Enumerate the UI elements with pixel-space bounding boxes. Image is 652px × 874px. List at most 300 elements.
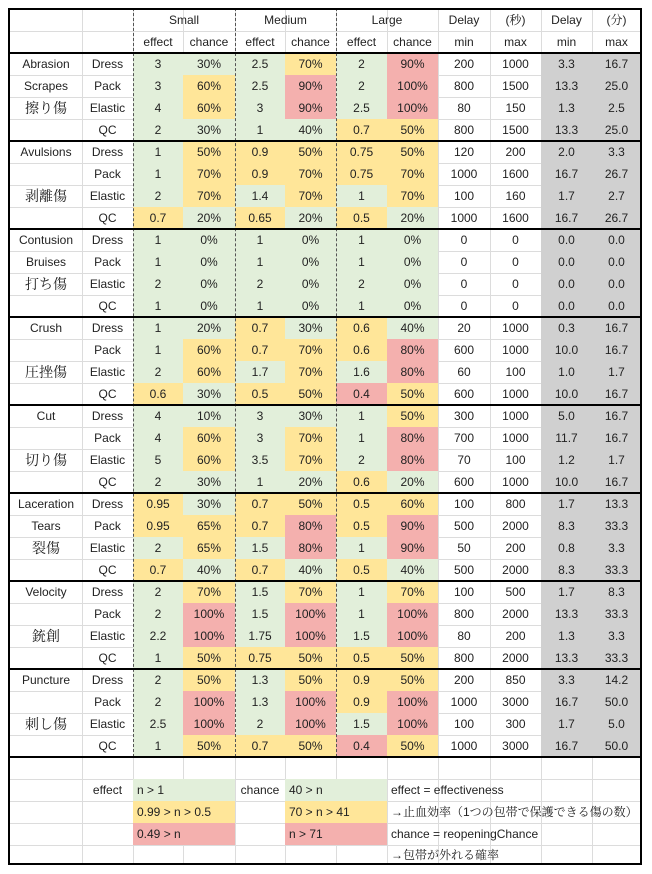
wound-label[interactable]: Crush [29,321,62,335]
data-cell[interactable]: 1000 [450,739,478,753]
bandage-type[interactable]: QC [98,739,117,753]
data-cell[interactable]: 2.5 [336,97,387,119]
data-cell[interactable]: 2.5 [592,97,641,119]
wound-label[interactable] [10,119,82,141]
data-cell[interactable]: 16.7 [541,207,592,229]
data-cell[interactable]: 0% [285,251,336,273]
bandage-type[interactable]: Pack [94,431,121,445]
data-cell[interactable]: 8.3 [541,559,592,581]
data-cell[interactable]: 2 [133,185,183,207]
data-cell[interactable]: 1.7 [541,185,592,207]
data-cell[interactable]: 50.0 [592,735,641,757]
data-cell[interactable]: 13.3 [541,75,592,97]
data-cell[interactable]: 700 [453,431,475,445]
data-cell[interactable]: 2 [133,119,183,141]
bandage-type[interactable]: QC [98,387,117,401]
data-cell[interactable]: 26.7 [592,207,641,229]
data-cell[interactable]: 3.5 [235,449,285,471]
data-cell[interactable]: 70% [285,163,336,185]
header-group[interactable]: Large [371,12,403,27]
data-cell[interactable]: 1 [336,251,387,273]
data-cell[interactable]: 20% [285,471,336,493]
bandage-type[interactable]: Elastic [89,629,126,643]
bandage-type[interactable]: Pack [94,607,121,621]
data-cell[interactable]: 0 [512,299,519,313]
bandage-type[interactable]: Pack [94,255,121,269]
data-cell[interactable]: 1.2 [541,449,592,471]
data-cell[interactable]: 70% [285,185,336,207]
data-cell[interactable]: 50% [285,141,336,163]
wound-label[interactable] [10,603,82,625]
data-cell[interactable]: 4 [133,427,183,449]
data-cell[interactable]: 2000 [502,519,529,533]
data-cell[interactable]: 16.7 [541,735,592,757]
data-cell[interactable]: 70% [183,163,235,185]
data-cell[interactable]: 13.3 [592,493,641,515]
data-cell[interactable]: 5.0 [541,405,592,427]
data-cell[interactable]: 1 [336,295,387,317]
data-cell[interactable]: 0.6 [336,317,387,339]
bandage-type[interactable]: Dress [91,673,124,687]
data-cell[interactable]: 0.5 [336,647,387,669]
data-cell[interactable]: 60% [183,339,235,361]
data-cell[interactable]: 300 [505,717,526,731]
data-cell[interactable]: 50% [387,141,438,163]
bandage-type[interactable]: Elastic [89,717,126,731]
data-cell[interactable]: 0% [387,229,438,251]
data-cell[interactable]: 500 [505,585,526,599]
data-cell[interactable]: 1600 [502,167,529,181]
bandage-type[interactable]: Elastic [89,541,126,555]
data-cell[interactable]: 1.5 [336,625,387,647]
data-cell[interactable]: 8.3 [541,515,592,537]
data-cell[interactable]: 3 [133,75,183,97]
wound-label[interactable] [10,339,82,361]
data-cell[interactable]: 100 [453,717,475,731]
data-cell[interactable]: 3.3 [592,537,641,559]
data-cell[interactable]: 60% [183,361,235,383]
bandage-type[interactable]: QC [98,651,117,665]
data-cell[interactable]: 1.5 [235,603,285,625]
data-cell[interactable]: 2 [133,537,183,559]
data-cell[interactable]: 2.0 [541,141,592,163]
data-cell[interactable]: 1 [133,317,183,339]
data-cell[interactable]: 50.0 [592,691,641,713]
header-group[interactable]: Delay [551,12,582,27]
data-cell[interactable]: 0.75 [336,141,387,163]
data-cell[interactable]: 16.7 [592,471,641,493]
bandage-type[interactable]: Elastic [89,189,126,203]
data-cell[interactable]: 3 [235,97,285,119]
bandage-type[interactable]: QC [98,211,117,225]
data-cell[interactable]: 0.6 [133,383,183,405]
data-cell[interactable]: 50% [285,669,336,691]
bandage-type[interactable]: Dress [91,57,124,71]
wound-label[interactable]: Laceration [17,497,75,511]
wound-label[interactable] [10,559,82,581]
data-cell[interactable]: 0.5 [235,383,285,405]
data-cell[interactable]: 30% [285,317,336,339]
data-cell[interactable]: 8.3 [592,581,641,603]
data-cell[interactable]: 90% [285,97,336,119]
wound-label[interactable] [10,383,82,405]
column-header[interactable]: min [556,35,577,49]
data-cell[interactable]: 120 [453,145,475,159]
data-cell[interactable]: 50% [387,383,438,405]
bandage-type[interactable]: Dress [91,497,124,511]
data-cell[interactable]: 0.7 [235,493,285,515]
data-cell[interactable]: 2.7 [592,185,641,207]
bandage-type[interactable]: Pack [94,167,121,181]
data-cell[interactable]: 2 [235,713,285,735]
data-cell[interactable]: 1 [235,471,285,493]
data-cell[interactable]: 16.7 [592,317,641,339]
wound-label[interactable]: 刺し傷 [25,716,67,732]
data-cell[interactable]: 70% [285,427,336,449]
data-cell[interactable]: 1000 [450,167,478,181]
data-cell[interactable]: 80 [457,629,471,643]
column-header[interactable]: max [504,35,527,49]
data-cell[interactable]: 200 [505,541,526,555]
wound-label[interactable]: 剥離傷 [25,188,67,204]
column-header[interactable]: chance [393,35,432,49]
data-cell[interactable]: 1000 [502,321,529,335]
data-cell[interactable]: 0.0 [541,251,592,273]
data-cell[interactable]: 0% [183,251,235,273]
data-cell[interactable]: 80% [387,339,438,361]
data-cell[interactable]: 5 [133,449,183,471]
data-cell[interactable]: 100 [505,453,526,467]
wound-label[interactable]: Puncture [21,673,71,687]
data-cell[interactable]: 50% [285,735,336,757]
column-header[interactable]: effect [346,35,377,49]
data-cell[interactable]: 100% [285,691,336,713]
data-cell[interactable]: 1600 [502,211,529,225]
data-cell[interactable]: 100% [183,691,235,713]
data-cell[interactable]: 80% [387,427,438,449]
data-cell[interactable]: 0% [387,251,438,273]
wound-label[interactable]: 圧挫傷 [25,364,67,380]
data-cell[interactable]: 70% [183,185,235,207]
data-cell[interactable]: 1.7 [592,361,641,383]
data-cell[interactable]: 0 [512,233,519,247]
data-cell[interactable]: 100% [387,713,438,735]
data-cell[interactable]: 50% [285,647,336,669]
data-cell[interactable]: 100% [387,625,438,647]
data-cell[interactable]: 11.7 [541,427,592,449]
data-cell[interactable]: 0.0 [541,229,592,251]
data-cell[interactable]: 40% [387,559,438,581]
data-cell[interactable]: 1.7 [592,449,641,471]
data-cell[interactable]: 70% [387,185,438,207]
data-cell[interactable]: 2 [133,581,183,603]
data-cell[interactable]: 1 [336,427,387,449]
data-cell[interactable]: 0.0 [541,295,592,317]
data-cell[interactable]: 0 [460,255,468,269]
data-cell[interactable]: 30% [183,119,235,141]
data-cell[interactable]: 0.9 [336,691,387,713]
data-cell[interactable]: 60% [183,449,235,471]
data-cell[interactable]: 0% [183,273,235,295]
bandage-type[interactable]: QC [98,475,117,489]
data-cell[interactable]: 3 [235,405,285,427]
data-cell[interactable]: 1 [235,251,285,273]
data-cell[interactable]: 1000 [502,475,529,489]
bandage-type[interactable]: Dress [91,409,124,423]
data-cell[interactable]: 1000 [502,431,529,445]
data-cell[interactable]: 100% [285,603,336,625]
data-cell[interactable]: 200 [453,673,475,687]
data-cell[interactable]: 50% [183,735,235,757]
data-cell[interactable]: 100% [387,97,438,119]
column-header[interactable]: effect [245,35,275,49]
data-cell[interactable]: 2.5 [133,713,183,735]
wound-label[interactable]: Bruises [25,255,66,269]
data-cell[interactable]: 1.7 [235,361,285,383]
bandage-type[interactable]: Elastic [89,453,126,467]
data-cell[interactable]: 100 [505,365,526,379]
data-cell[interactable]: 60% [183,97,235,119]
data-cell[interactable]: 1 [133,251,183,273]
data-cell[interactable]: 2 [336,273,387,295]
data-cell[interactable]: 2 [133,471,183,493]
data-cell[interactable]: 80% [285,537,336,559]
data-cell[interactable]: 2000 [502,607,529,621]
data-cell[interactable]: 3.3 [541,53,592,75]
data-cell[interactable]: 60 [457,365,471,379]
data-cell[interactable]: 0.5 [336,515,387,537]
wound-label[interactable]: Abrasion [22,57,70,71]
data-cell[interactable]: 20% [387,207,438,229]
data-cell[interactable]: 200 [453,57,475,71]
data-cell[interactable]: 70% [285,449,336,471]
data-cell[interactable]: 0.95 [133,493,183,515]
wound-label[interactable]: 裂傷 [32,540,60,556]
data-cell[interactable]: 0% [285,295,336,317]
data-cell[interactable]: 3.3 [592,625,641,647]
data-cell[interactable]: 2 [133,273,183,295]
data-cell[interactable]: 40% [285,119,336,141]
data-cell[interactable]: 1.4 [235,185,285,207]
data-cell[interactable]: 90% [387,515,438,537]
bandage-type[interactable]: Elastic [89,277,126,291]
data-cell[interactable]: 0.5 [336,207,387,229]
data-cell[interactable]: 2 [133,361,183,383]
data-cell[interactable]: 300 [453,409,475,423]
data-cell[interactable]: 0% [387,273,438,295]
data-cell[interactable]: 850 [505,673,526,687]
header-group[interactable]: (秒) [505,12,526,27]
data-cell[interactable]: 65% [183,515,235,537]
data-cell[interactable]: 33.3 [592,603,641,625]
data-cell[interactable]: 2 [133,603,183,625]
data-cell[interactable]: 0.7 [133,559,183,581]
data-cell[interactable]: 60% [183,75,235,97]
data-cell[interactable]: 25.0 [592,119,641,141]
data-cell[interactable]: 2000 [502,563,529,577]
wound-label[interactable] [10,647,82,669]
data-cell[interactable]: 50% [285,493,336,515]
data-cell[interactable]: 33.3 [592,647,641,669]
header-group[interactable]: Small [168,12,199,27]
data-cell[interactable]: 1 [133,229,183,251]
header-group[interactable]: Delay [448,12,480,27]
data-cell[interactable]: 1.7 [541,713,592,735]
data-cell[interactable]: 4 [133,97,183,119]
data-cell[interactable]: 0 [460,233,468,247]
data-cell[interactable]: 3000 [502,695,529,709]
data-cell[interactable]: 0.7 [235,317,285,339]
data-cell[interactable]: 80% [387,361,438,383]
data-cell[interactable]: 70% [387,163,438,185]
data-cell[interactable]: 65% [183,537,235,559]
data-cell[interactable]: 3.3 [592,141,641,163]
data-cell[interactable]: 1 [336,537,387,559]
column-header[interactable]: chance [189,35,229,49]
data-cell[interactable]: 1.75 [235,625,285,647]
data-cell[interactable]: 16.7 [592,339,641,361]
data-cell[interactable]: 0.9 [336,669,387,691]
data-cell[interactable]: 20% [183,207,235,229]
wound-label[interactable] [10,427,82,449]
data-cell[interactable]: 2.2 [133,625,183,647]
wound-label[interactable]: 擦り傷 [25,100,67,116]
data-cell[interactable]: 30% [183,493,235,515]
data-cell[interactable]: 600 [453,343,475,357]
wound-label[interactable] [10,691,82,713]
data-cell[interactable]: 13.3 [541,119,592,141]
column-header[interactable]: chance [291,35,330,49]
data-cell[interactable]: 1.5 [336,713,387,735]
data-cell[interactable]: 3 [235,427,285,449]
data-cell[interactable]: 1500 [502,79,529,93]
data-cell[interactable]: 1 [336,229,387,251]
data-cell[interactable]: 0.7 [133,207,183,229]
data-cell[interactable]: 3.3 [541,669,592,691]
data-cell[interactable]: 800 [453,607,475,621]
data-cell[interactable]: 0% [285,229,336,251]
data-cell[interactable]: 16.7 [592,405,641,427]
data-cell[interactable]: 1000 [502,343,529,357]
data-cell[interactable]: 14.2 [592,669,641,691]
data-cell[interactable]: 200 [505,629,526,643]
data-cell[interactable]: 1.0 [541,361,592,383]
data-cell[interactable]: 10.0 [541,383,592,405]
data-cell[interactable]: 16.7 [541,691,592,713]
data-cell[interactable]: 100 [453,497,475,511]
data-cell[interactable]: 100 [453,585,475,599]
data-cell[interactable]: 16.7 [592,427,641,449]
data-cell[interactable]: 40% [183,559,235,581]
data-cell[interactable]: 800 [453,79,475,93]
data-cell[interactable]: 20% [183,317,235,339]
data-cell[interactable]: 10.0 [541,339,592,361]
bandage-type[interactable]: Elastic [89,365,126,379]
data-cell[interactable]: 80% [285,515,336,537]
data-cell[interactable]: 1 [133,141,183,163]
bandage-type[interactable]: Dress [91,585,124,599]
data-cell[interactable]: 0.6 [336,471,387,493]
data-cell[interactable]: 0% [285,273,336,295]
data-cell[interactable]: 33.3 [592,559,641,581]
data-cell[interactable]: 0.4 [336,383,387,405]
wound-label[interactable]: Contusion [18,233,74,247]
data-cell[interactable]: 800 [505,497,526,511]
data-cell[interactable]: 10.0 [541,471,592,493]
data-cell[interactable]: 0.6 [336,339,387,361]
data-cell[interactable]: 90% [285,75,336,97]
data-cell[interactable]: 1000 [502,387,529,401]
column-header[interactable]: effect [143,35,173,49]
data-cell[interactable]: 0.7 [235,735,285,757]
data-cell[interactable]: 10% [183,405,235,427]
data-cell[interactable]: 150 [505,101,526,115]
data-cell[interactable]: 50% [387,647,438,669]
data-cell[interactable]: 0.0 [541,273,592,295]
data-cell[interactable]: 70% [285,361,336,383]
header-group[interactable]: Medium [264,12,307,27]
data-cell[interactable]: 0.0 [592,273,641,295]
data-cell[interactable]: 1000 [450,695,478,709]
data-cell[interactable]: 50% [285,383,336,405]
bandage-type[interactable]: Elastic [89,101,126,115]
data-cell[interactable]: 1.7 [541,493,592,515]
data-cell[interactable]: 1.6 [336,361,387,383]
column-header[interactable]: min [454,35,474,49]
data-cell[interactable]: 0.5 [336,559,387,581]
data-cell[interactable]: 0.0 [592,229,641,251]
data-cell[interactable]: 50% [183,647,235,669]
data-cell[interactable]: 100% [183,603,235,625]
data-cell[interactable]: 1 [133,163,183,185]
data-cell[interactable]: 30% [183,471,235,493]
data-cell[interactable]: 40% [387,317,438,339]
data-cell[interactable]: 160 [505,189,526,203]
data-cell[interactable]: 0.7 [235,559,285,581]
data-cell[interactable]: 100% [285,625,336,647]
data-cell[interactable]: 1 [133,295,183,317]
data-cell[interactable]: 600 [453,387,475,401]
data-cell[interactable]: 0.7 [235,515,285,537]
data-cell[interactable]: 500 [453,519,475,533]
data-cell[interactable]: 0.75 [336,163,387,185]
data-cell[interactable]: 50% [387,119,438,141]
wound-label[interactable] [10,471,82,493]
bandage-type[interactable]: Pack [94,343,121,357]
data-cell[interactable]: 90% [387,53,438,75]
data-cell[interactable]: 0.0 [592,295,641,317]
wound-label[interactable] [10,207,82,229]
data-cell[interactable]: 90% [387,537,438,559]
data-cell[interactable]: 800 [453,123,475,137]
wound-label[interactable]: Cut [36,409,56,423]
data-cell[interactable]: 0.0 [592,251,641,273]
data-cell[interactable]: 5.0 [592,713,641,735]
bandage-type[interactable]: Pack [94,79,121,93]
wound-label[interactable]: Velocity [25,585,67,599]
data-cell[interactable]: 70% [183,581,235,603]
data-cell[interactable]: 25.0 [592,75,641,97]
data-cell[interactable]: 600 [453,475,475,489]
wound-label[interactable]: 切り傷 [25,452,67,468]
data-cell[interactable]: 50% [183,141,235,163]
data-cell[interactable]: 4 [133,405,183,427]
data-cell[interactable]: 70% [387,581,438,603]
bandage-type[interactable]: QC [98,299,117,313]
data-cell[interactable]: 1 [133,647,183,669]
data-cell[interactable]: 70% [285,339,336,361]
data-cell[interactable]: 20% [387,471,438,493]
